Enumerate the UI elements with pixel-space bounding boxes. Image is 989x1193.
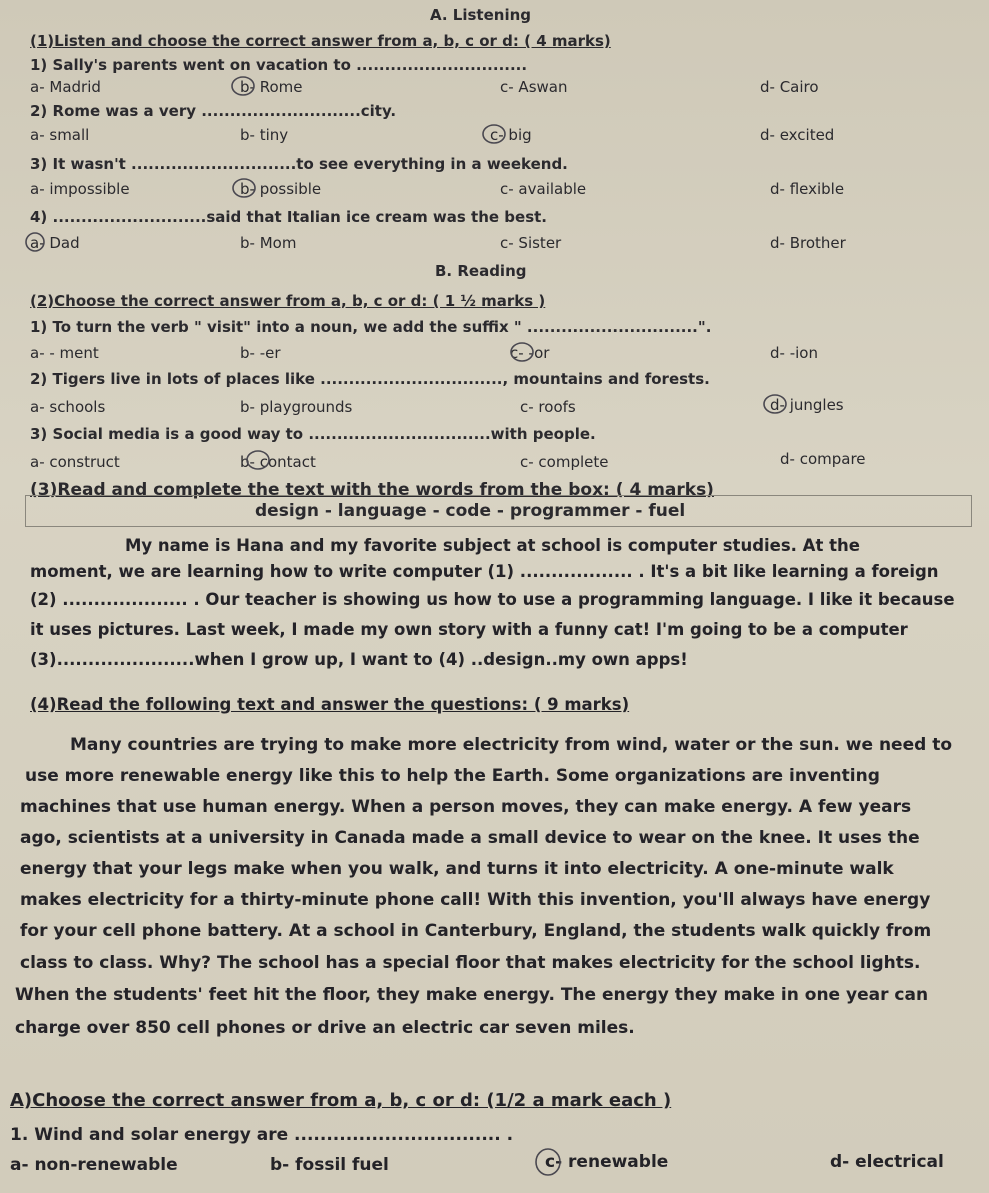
paragraph-line: My name is Hana and my favorite subject at school is computer studies. At the: [125, 536, 860, 555]
option-c: c- complete: [520, 453, 609, 471]
paragraph-line: it uses pictures. Last week, I made my own story with a funny cat! I'm going to be a computer: [30, 620, 908, 639]
answer-circle: [232, 77, 254, 95]
option-d: d- jungles: [770, 396, 844, 414]
paragraph-line: for your cell phone battery. At a school in Canterbury, England, the students walk quickly from: [20, 921, 932, 941]
paragraph-line: Many countries are trying to make more electricity from wind, water or the sun. we need to: [70, 735, 953, 755]
paragraph-line: moment, we are learning how to write computer (1) .................. . It's a bit like learning a foreign: [30, 562, 939, 581]
option-b: b- -er: [240, 344, 281, 362]
section-a-instruction: (1)Listen and choose the correct answer from a, b, c or d: ( 4 marks): [30, 32, 611, 50]
section-4-instruction: (4)Read the following text and answer the questions: ( 9 marks): [30, 695, 630, 714]
option-b: b- Rome: [240, 78, 303, 96]
question-text: 3) Social media is a good way to ................................with people.: [30, 425, 596, 443]
option-c: c- roofs: [520, 398, 576, 416]
option-b: b- Mom: [240, 234, 297, 252]
option-c: c- available: [500, 180, 587, 198]
option-b: b- fossil fuel: [270, 1155, 389, 1175]
option-a: a- Dad: [30, 234, 80, 252]
paragraph-line: ago, scientists at a university in Canada made a small device to wear on the knee. It uses the: [20, 828, 920, 848]
answer-circle: [233, 179, 255, 197]
option-a: a- non-renewable: [10, 1155, 178, 1175]
paragraph-line: machines that use human energy. When a person moves, they can make energy. A few years: [20, 797, 912, 817]
option-a: a- Madrid: [30, 78, 101, 96]
answer-circle: [511, 343, 533, 361]
sub-instruction: A)Choose the correct answer from a, b, c or d: (1/2 a mark each ): [10, 1090, 672, 1111]
option-b: b- playgrounds: [240, 398, 353, 416]
question-text: 1) Sally's parents went on vacation to ..............................: [30, 56, 528, 74]
paragraph-line: When the students' feet hit the floor, they make energy. The energy they make in one year can: [15, 985, 929, 1005]
paragraph-line: class to class. Why? The school has a special floor that makes electricity for the school lights.: [20, 953, 921, 973]
option-c: c- Sister: [500, 234, 562, 252]
option-c: c- Aswan: [500, 78, 568, 96]
option-c: c- -or: [510, 344, 550, 362]
option-d: d- -ion: [770, 344, 818, 362]
option-a: a- schools: [30, 398, 106, 416]
option-c: c- renewable: [545, 1152, 669, 1172]
answer-circle: [764, 395, 786, 413]
question-text: 2) Rome was a very ............................city.: [30, 102, 397, 120]
section-a-title: A. Listening: [430, 6, 532, 24]
question-text: 4) ...........................said that Italian ice cream was the best.: [30, 208, 548, 226]
option-d: d- electrical: [830, 1152, 944, 1172]
answer-circle: [536, 1149, 560, 1175]
answer-circle: [26, 233, 44, 251]
paragraph-line: charge over 850 cell phones or drive an electric car seven miles.: [15, 1018, 635, 1038]
option-b: b- contact: [240, 453, 316, 471]
option-b: b- tiny: [240, 126, 289, 144]
option-a: a- small: [30, 126, 90, 144]
option-d: d- flexible: [770, 180, 845, 198]
option-a: a- - ment: [30, 344, 99, 362]
question-text: 1) To turn the verb " visit" into a noun, we add the suffix " ..............................".: [30, 318, 712, 336]
section-3-instruction: (3)Read and complete the text with the words from the box: ( 4 marks): [30, 480, 714, 500]
paragraph-line: use more renewable energy like this to help the Earth. Some organizations are inventing: [25, 766, 880, 786]
option-a: a- impossible: [30, 180, 130, 198]
paragraph-line: (2) .................... . Our teacher is showing us how to use a programming language. I like it because: [30, 590, 955, 609]
option-c: c- big: [490, 126, 532, 144]
option-a: a- construct: [30, 453, 120, 471]
section-b-title: B. Reading: [435, 262, 527, 280]
question-text: 3) It wasn't .............................to see everything in a weekend.: [30, 155, 568, 173]
question-text: 1. Wind and solar energy are ................................ .: [10, 1125, 514, 1145]
section-b-instruction: (2)Choose the correct answer from a, b, c or d: ( 1 ½ marks ): [30, 292, 546, 310]
answer-circle: [247, 451, 269, 469]
option-d: d- Brother: [770, 234, 846, 252]
question-text: 2) Tigers live in lots of places like ................................, mountains and forests.: [30, 370, 710, 388]
paragraph-line: (3)......................when I grow up, I want to (4) ..design..my own apps!: [30, 650, 688, 669]
answer-circle: [483, 125, 505, 143]
option-d: d- compare: [780, 450, 866, 468]
paragraph-line: energy that your legs make when you walk, and turns it into electricity. A one-minute walk: [20, 859, 894, 879]
option-d: d- Cairo: [760, 78, 819, 96]
option-b: b- possible: [240, 180, 322, 198]
option-d: d- excited: [760, 126, 835, 144]
paragraph-line: makes electricity for a thirty-minute phone call! With this invention, you'll always have energy: [20, 890, 931, 910]
word-box-text: design - language - code - programmer - fuel: [255, 501, 686, 521]
